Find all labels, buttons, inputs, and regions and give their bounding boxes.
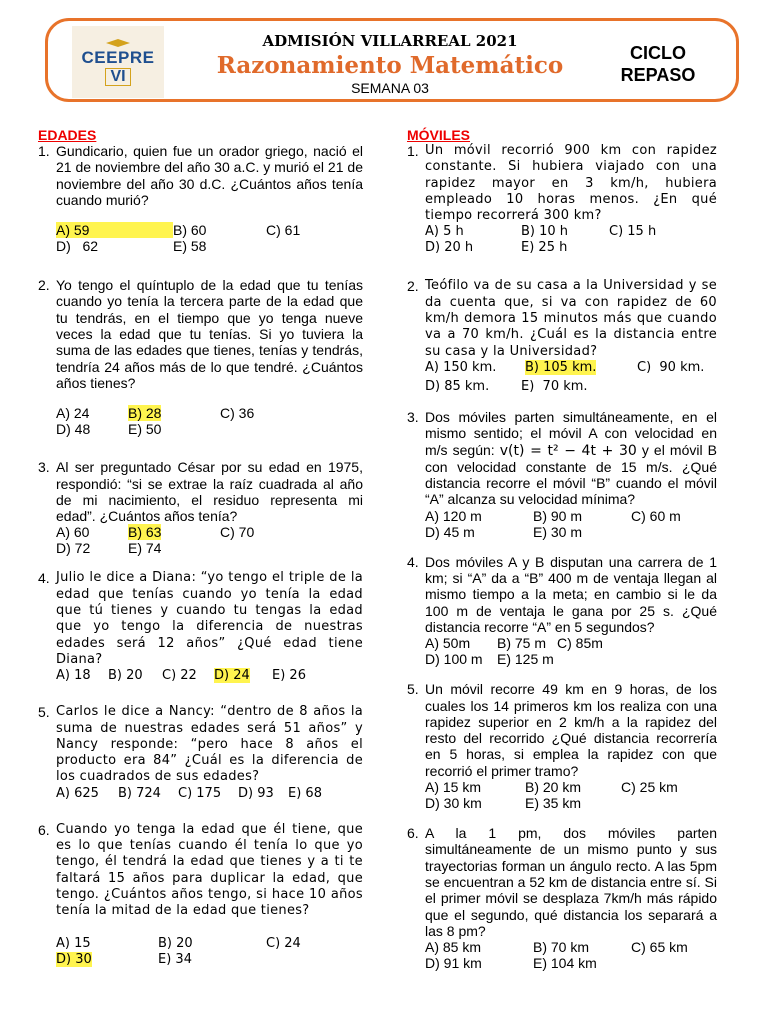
option-c: C) 22 <box>162 668 197 684</box>
semana-label: SEMANA 03 <box>351 80 429 96</box>
question-edades-3 <box>38 459 363 556</box>
question-edades-4 <box>38 570 363 684</box>
velocity-formula: v(t) = t² − 4t + 30 <box>499 442 637 459</box>
question-text-part-1: Dos móviles parten simultáneamente, en el mismo sentido; el móvil A con velocidad en m/s según: <box>425 408 717 458</box>
option-d: D) 93 <box>238 785 274 801</box>
option-e: E) 70 km. <box>521 378 588 394</box>
option-a: A) 150 km. <box>425 359 497 375</box>
question-text: Al ser preguntado César por su edad en 1975, respondió: “si se extrae la raíz cuadrada al año de mi nacimiento, el residuo representa mi edad”. ¿Cuántos años tenía? <box>56 459 363 525</box>
question-number: 6. <box>38 821 50 838</box>
section-title-moviles: MÓVILES <box>407 127 471 143</box>
option-d: D) 24 <box>214 668 250 684</box>
option-a: A) 15 km <box>425 779 482 796</box>
question-text <box>425 409 717 508</box>
option-e: E) 74 <box>128 540 162 557</box>
option-d: D) 72 <box>56 540 91 557</box>
option-b: B) 28 <box>128 405 162 422</box>
option-b: B) 70 km <box>533 939 590 956</box>
question-text: Gundicario, quien fue un orador griego, nació el 21 de noviembre del año 30 a.C. y murió el 21 de noviembre del año 30 d.C. ¿Cuántos años tenía cuando murió? <box>56 143 363 208</box>
question-number: 4. <box>407 553 419 570</box>
answer-options <box>56 668 363 684</box>
option-b: B) 20 <box>158 935 193 951</box>
option-e: E) 35 km <box>525 795 582 812</box>
option-c: C) 61 <box>266 222 301 239</box>
question-text-part-2: y el móvil B con velocidad constante de 15 m/s. ¿Qué distancia recorre el móvil “B” cuando el móvil “A” alcanza su velocidad mínima? <box>425 441 717 508</box>
option-c: C) 90 km. <box>637 359 705 375</box>
question-number: 2. <box>407 278 419 295</box>
graduation-cap-icon <box>106 39 130 49</box>
answer-options <box>56 786 363 802</box>
question-number: 2. <box>38 277 50 294</box>
answer-options <box>425 939 717 971</box>
page-title: Razonamiento Matemático <box>216 52 564 79</box>
option-d: D) 100 m <box>425 651 483 668</box>
option-d: D) 91 km <box>425 955 482 972</box>
option-a: A) 60 <box>56 524 90 541</box>
option-e: E) 104 km <box>533 955 597 972</box>
answer-options <box>425 360 717 395</box>
option-c: C) 24 <box>266 935 301 951</box>
option-b: B) 90 m <box>533 507 583 524</box>
option-c: C) 65 km <box>631 939 688 956</box>
answer-options <box>56 936 363 968</box>
option-c: C) 85m <box>557 635 603 652</box>
option-a: A) 120 m <box>425 507 482 524</box>
option-c: C) 36 <box>220 405 255 422</box>
question-text: Carlos le dice a Nancy: “dentro de 8 años la suma de nuestras edades será 51 años” y Nancy responde: “pero hace 8 años el producto era 84” ¿Cuál es la diferencia de los cuadrados de sus edades? <box>56 704 363 785</box>
question-edades-2 <box>38 277 363 437</box>
option-e: E) 26 <box>272 668 306 684</box>
option-c: C) 60 m <box>631 507 681 524</box>
option-e: E) 25 h <box>521 240 568 256</box>
question-edades-1 <box>38 143 363 254</box>
question-number: 1. <box>407 143 419 159</box>
option-b: B) 20 km <box>525 779 582 796</box>
option-a: A) 50m <box>425 635 471 652</box>
option-d: D) 85 km. <box>425 378 490 394</box>
ceepre-logo <box>72 26 164 98</box>
option-e: E) 58 <box>173 238 207 255</box>
ciclo-line-1: CICLO <box>630 43 686 63</box>
option-b: B) 10 h <box>521 224 569 240</box>
option-a: A) 24 <box>56 405 90 422</box>
question-text: Un móvil recorrió 900 km con rapidez constante. Si hubiera viajado con una rapidez mayor en 3 km/h, hubiera empleado 10 horas menos. ¿En qué tiempo recorrerá 300 km? <box>425 143 717 224</box>
question-number: 1. <box>38 143 50 159</box>
option-a: A) 15 <box>56 935 91 951</box>
answer-options <box>425 224 717 256</box>
answer-options <box>56 222 363 254</box>
answer-options <box>425 635 717 667</box>
option-d: D) 20 h <box>425 240 474 256</box>
logo-text-vi: VI <box>105 68 130 86</box>
question-edades-5 <box>38 704 363 801</box>
moviles-column <box>407 127 717 971</box>
answer-options <box>56 524 363 556</box>
question-edades-6 <box>38 822 363 968</box>
edades-column <box>38 127 363 968</box>
option-a: A) 18 <box>56 668 91 684</box>
option-b: B) 63 <box>128 524 162 541</box>
question-text: Teófilo va de su casa a la Universidad y se da cuenta que, si va con rapidez de 60 km/h demora 15 minutos más que cuando va a 70 km/h. ¿Cuál es la distancia entre su casa y la Universidad? <box>425 278 717 359</box>
question-moviles-2 <box>407 278 717 394</box>
logo-text-ceepre: CEEPRE <box>81 47 155 67</box>
option-c: C) 25 km <box>621 779 678 796</box>
option-e: E) 125 m <box>497 651 554 668</box>
question-moviles-4 <box>407 554 717 667</box>
question-number: 5. <box>407 681 419 698</box>
option-c: C) 175 <box>178 785 222 801</box>
option-a: A) 625 <box>56 785 99 801</box>
option-d: D) 48 <box>56 421 91 438</box>
question-number: 6. <box>407 825 419 842</box>
option-d: D) 30 <box>56 951 92 967</box>
question-moviles-1 <box>407 143 717 256</box>
option-a: A) 85 km <box>425 939 482 956</box>
question-moviles-6 <box>407 825 717 971</box>
option-b: B) 724 <box>118 785 161 801</box>
question-text: Cuando yo tenga la edad que él tiene, que es lo que tenías cuando él tenía lo que yo tengo, él tendrá la edad que tienes y a ti te faltará 15 años para duplicar la edad, que tengo. ¿Cuántos años tengo, si hace 10 años tenía la mitad de la edad que tienes? <box>56 821 363 919</box>
question-number: 3. <box>38 459 50 476</box>
option-e: E) 68 <box>288 785 322 801</box>
option-a: A) 59 <box>56 222 173 238</box>
option-a: A) 5 h <box>425 224 464 240</box>
option-d: D) 45 m <box>425 523 475 540</box>
question-text: A la 1 pm, dos móviles parten simultáneamente de un mismo punto y sus trayectorias forman un ángulo recto. A las 5pm se encuentran a 52 km de distancia entre sí. Si el primer móvil se desplaza 7km/h más rápido que el segundo, qué distancia los separará a las 8 pm? <box>425 825 717 939</box>
answer-options <box>425 508 717 540</box>
question-number: 3. <box>407 408 419 425</box>
question-text: Yo tengo el quíntuplo de la edad que tu tenías cuando yo tenía la tercera parte de la edad que tu tendrás, en el tiempo que yo tenga nueve veces la edad que tu tenías. Si yo tuviera la suma de las edades que tienes, tenías y tendrás, tendría 24 años más de lo que tendré. ¿Cuántos años tienes? <box>56 277 363 391</box>
question-text: Dos móviles A y B disputan una carrera de 1 km; si “A” da a “B” 400 m de ventaja llegan al mismo tiempo a la meta; en cambio si le da 100 m de ventaja le gana por 25 s. ¿Qué distancia recorre “A” en 5 segundos? <box>425 553 717 635</box>
option-e: E) 30 m <box>533 523 583 540</box>
section-title-edades: EDADES <box>38 127 97 143</box>
option-b: B) 75 m <box>497 635 547 652</box>
option-d: D) 62 <box>56 238 99 255</box>
answer-options <box>425 779 717 811</box>
option-b: B) 20 <box>108 668 143 684</box>
option-d: D) 30 km <box>425 795 482 812</box>
question-moviles-5 <box>407 681 717 811</box>
question-text: Un móvil recorre 49 km en 9 horas, de los cuales los 14 primeros km los realiza con una rapidez superior en 2 km/h a la rapidez del resto del recorrido ¿Qué distancia recorrería en 5 horas, si emplea la rapidez con que recorrió el primer tramo? <box>425 681 717 779</box>
option-c: C) 70 <box>220 524 255 541</box>
option-e: E) 34 <box>158 951 192 967</box>
question-number: 5. <box>38 704 50 721</box>
question-text: Julio le dice a Diana: “yo tengo el triple de la edad que tenías cuando yo tenía la edad que tú tienes y cuando tu tengas la edad que yo tengo la diferencia de nuestras edades será 12 años” ¿Qué edad tiene Diana? <box>56 570 363 667</box>
answer-options <box>56 405 363 437</box>
option-c: C) 15 h <box>609 224 657 240</box>
option-e: E) 50 <box>128 421 162 438</box>
admision-heading: ADMISIÓN VILLARREAL 2021 <box>262 32 518 50</box>
question-moviles-3 <box>407 409 717 540</box>
ciclo-line-2: REPASO <box>620 65 696 85</box>
question-number: 4. <box>38 570 50 587</box>
ciclo-label <box>602 42 714 86</box>
option-b: B) 105 km. <box>525 359 597 375</box>
option-b: B) 60 <box>173 222 207 239</box>
